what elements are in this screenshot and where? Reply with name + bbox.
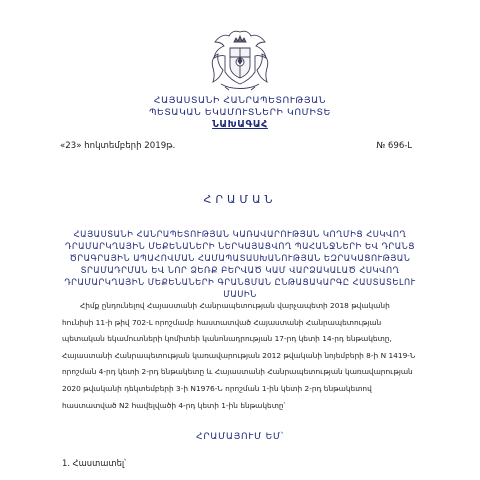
document-number: № 696-Լ [376,141,412,151]
organization-country: ՀԱՅԱՍՏԱՆԻ ՀԱՆՐԱՊԵՏՈՒԹՅԱՆ [153,95,327,106]
heading-line: ԾՐԱԳՐԱՅԻՆ ԱՊԱՀՈՎՄԱՆ ՀԱՄԱՊԱՏԱՍԽԱՆՈՒԹՅԱՆ ԵԶՐԱԿԱՑՈՒԹՅԱՆ [69,253,411,263]
body-line: հունիսի 11-ի թիվ 702-Լ որոշմամբ հաստատված Հայաստանի Հանրապետության [62,317,382,327]
body-line: Հիմք ընդունելով Հայաստանի Հանրապետության վարչապետի 2018 թվականի [80,301,390,310]
body-line: որոշման 4-րդ կետի 2-րդ ենթակետը և Հայաստանի Հանրապետության կառավարության [62,367,413,377]
heading-line: ՀԱՅԱՍՏԱՆԻ ՀԱՆՐԱՊԵՏՈՒԹՅԱՆ ԿԱՌԱՎԱՐՈՒԹՅԱՆ ԿՈՂՄԻՑ ՀՍԿՎՈՂ [73,229,407,239]
heading-line: ՄԱՍԻՆ [223,289,257,299]
document-heading [55,228,425,300]
body-line: 2020 թվականի դեկտեմբերի 3-ի N1976-Ն որոշման 1-ին կետի 2-րդ ենթակետով [62,383,372,393]
organization-position: ՆԱԽԱԳԱՀ [212,119,268,130]
heading-line: ԴՐԱՄԱՐԿՂԱՅԻՆ ՄԵՔԵՆԱՆԵՐԻ ԳՐԱՆՑՄԱՆ ԸՆԹԱՑԱԿԱՐԳԸ ՀԱՍՏԱՏԵԼՈՒ [64,277,416,287]
body-line: հաստատված N2 հավելվածի 4-րդ կետի 1-ին ենթակետը՝ [62,400,286,410]
heading-line: ՏՐԱՄԱԴՐՄԱՆ ԵՎ ՆՈՐ ՁԵՌՔ ԲԵՐՎԱԾ ԿԱՄ ՎԱՐՁԱԿԱԼԱԾ ՀՍԿՎՈՂ [80,265,400,275]
heading-line: ԴՐԱՄԱՐԿՂԱՅԻՆ ՄԵՔԵՆԱՆԵՐԻ ՆԵՐԿԱՅԱՑՎՈՂ ՊԱՀԱՆՋՆԵՐԻ ԵՎ ԴՐԱՆՑ [65,241,415,251]
armenian-coat-of-arms-icon [205,24,275,94]
list-item: 1. Հաստատել՝ [62,458,127,468]
body-line: Հայաստանի Հանրապետության կառավարության 2012 թվականի նոյեմբերի 8-ի N 1419-Ն [62,350,416,360]
document-type-title: ՀՐԱՄԱՆ [203,193,277,206]
decision-heading: ՀՐԱՄԱՅՈՒՄ ԵՄ՝ [196,432,284,442]
document-body [62,298,430,414]
document-date: «23» հոկտեմբերի 2019թ. [60,141,176,151]
organization-committee: ՊԵՏԱԿԱՆ ԵԿԱՄՈՒՏՆԵՐԻ ԿՈՄԻՏԵ [149,107,331,118]
body-line: պետական եկամուտների կոմիտեի կանոնադրության 17-րդ կետի 14-րդ ենթակետը, [62,334,392,344]
